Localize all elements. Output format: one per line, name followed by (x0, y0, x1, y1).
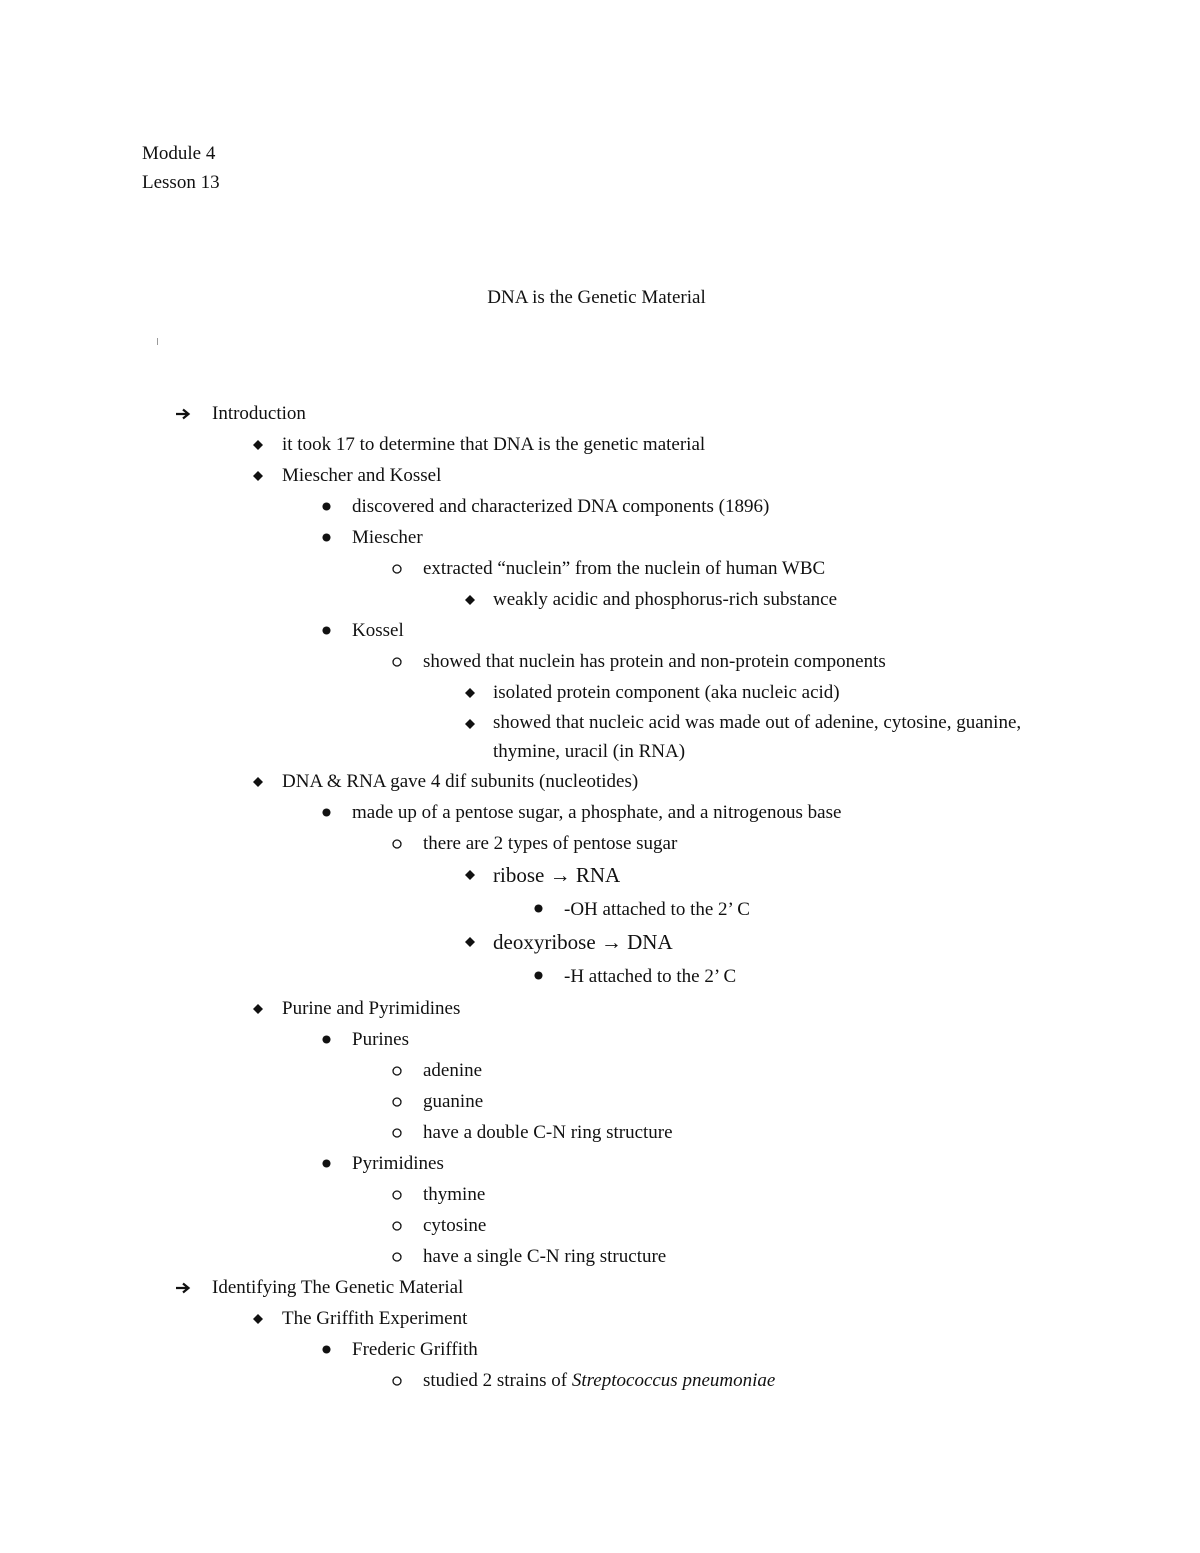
list-item-label: Introduction (212, 403, 306, 424)
list-item (0, 615, 1200, 646)
list-item-label: adenine (423, 1060, 483, 1081)
list-item-label: Pyrimidines (352, 1153, 444, 1174)
diamond-icon (458, 859, 482, 890)
page-title: DNA is the Genetic Material (487, 287, 706, 308)
list-item (0, 1179, 1200, 1210)
diamond-icon (458, 926, 482, 957)
hollow-circle-icon (385, 553, 409, 584)
list-item-label: there are 2 types of pentose sugar (423, 833, 678, 854)
arrow-icon (172, 398, 196, 429)
list-item (0, 926, 1200, 960)
list-item (0, 828, 1200, 859)
hollow-circle-icon (385, 1086, 409, 1117)
filled-circle-icon (314, 797, 338, 828)
list-item-label: -OH attached to the 2’ C (564, 899, 750, 920)
list-item-label: discovered and characterized DNA components (1896) (352, 496, 770, 517)
hollow-circle-icon (385, 1179, 409, 1210)
hollow-circle-icon (385, 1055, 409, 1086)
filled-circle-icon (526, 893, 550, 924)
list-item-label: ribose → RNA (493, 863, 621, 887)
list-item (0, 429, 1200, 460)
stray-mark (157, 338, 158, 345)
hollow-circle-icon (385, 1365, 409, 1396)
species-name: Streptococcus pneumoniae (571, 1370, 776, 1391)
list-item (0, 993, 1200, 1024)
list-item-label: Miescher (352, 527, 423, 548)
list-item-label: Miescher and Kossel (282, 465, 442, 486)
list-item-label: made up of a pentose sugar, a phosphate, and a nitrogenous base (352, 802, 842, 823)
arrow-icon (172, 1272, 196, 1303)
list-item-label: it took 17 to determine that DNA is the genetic material (282, 434, 706, 455)
list-item-label: Purine and Pyrimidines (282, 998, 461, 1019)
diamond-icon (458, 584, 482, 615)
hollow-circle-icon (385, 646, 409, 677)
list-item-label: The Griffith Experiment (282, 1308, 468, 1329)
diamond-icon (246, 429, 270, 460)
list-item-label: deoxyribose → DNA (493, 930, 673, 954)
hollow-circle-icon (385, 1210, 409, 1241)
filled-circle-icon (314, 1148, 338, 1179)
list-item (0, 766, 1200, 797)
list-item-label: Kossel (352, 620, 404, 641)
list-item-label: -H attached to the 2’ C (564, 966, 737, 987)
list-item (0, 1086, 1200, 1117)
list-item (0, 1055, 1200, 1086)
list-item (0, 859, 1200, 893)
list-item (0, 522, 1200, 553)
filled-circle-icon (314, 522, 338, 553)
list-item-label: Identifying The Genetic Material (212, 1277, 464, 1298)
list-item-label: Purines (352, 1029, 409, 1050)
list-item-label: showed that nuclein has protein and non-protein components (423, 651, 886, 672)
filled-circle-icon (314, 491, 338, 522)
list-item (0, 1241, 1200, 1272)
list-item-label: isolated protein component (aka nucleic acid) (493, 682, 840, 703)
list-item (0, 1272, 1200, 1303)
list-item (0, 677, 1200, 708)
hollow-circle-icon (385, 1241, 409, 1272)
list-item-label: extracted “nuclein” from the nuclein of human WBC (423, 558, 826, 579)
filled-circle-icon (314, 1024, 338, 1055)
list-item-label: showed that nucleic acid was made out of adenine, cytosine, guanine, thymine, uracil (in RNA) (493, 712, 1022, 762)
filled-circle-icon (314, 615, 338, 646)
list-item (0, 584, 1200, 615)
list-item (0, 491, 1200, 522)
list-item-label: DNA & RNA gave 4 dif subunits (nucleotides) (282, 771, 639, 792)
list-item (0, 1303, 1200, 1334)
list-item (0, 960, 1200, 993)
list-item (0, 1334, 1200, 1365)
diamond-icon (458, 708, 482, 739)
list-item-label: have a double C-N ring structure (423, 1122, 673, 1143)
list-item (0, 1210, 1200, 1241)
hollow-circle-icon (385, 828, 409, 859)
list-item-label: guanine (423, 1091, 484, 1112)
diamond-icon (246, 766, 270, 797)
list-item (0, 797, 1200, 828)
list-item-label: have a single C-N ring structure (423, 1246, 667, 1267)
list-item (0, 398, 1200, 429)
list-item (0, 1148, 1200, 1179)
diamond-icon (246, 1303, 270, 1334)
list-item (0, 708, 1033, 766)
notes-outline (0, 398, 1200, 1396)
diamond-icon (246, 993, 270, 1024)
list-item-label: studied 2 strains of (423, 1370, 572, 1391)
hollow-circle-icon (385, 1117, 409, 1148)
list-item (0, 460, 1200, 491)
list-item (0, 1365, 1200, 1396)
filled-circle-icon (526, 960, 550, 991)
filled-circle-icon (314, 1334, 338, 1365)
list-item (0, 1024, 1200, 1055)
diamond-icon (246, 460, 270, 491)
list-item (0, 646, 1200, 677)
module-label: Module 4 (142, 143, 216, 164)
list-item-label: weakly acidic and phosphorus-rich substance (493, 589, 838, 610)
list-item-label: thymine (423, 1184, 486, 1205)
list-item (0, 553, 1200, 584)
list-item-label: Frederic Griffith (352, 1339, 478, 1360)
list-item-label: cytosine (423, 1215, 487, 1236)
lesson-label: Lesson 13 (142, 172, 220, 193)
list-item (0, 893, 1200, 926)
diamond-icon (458, 677, 482, 708)
list-item (0, 1117, 1200, 1148)
